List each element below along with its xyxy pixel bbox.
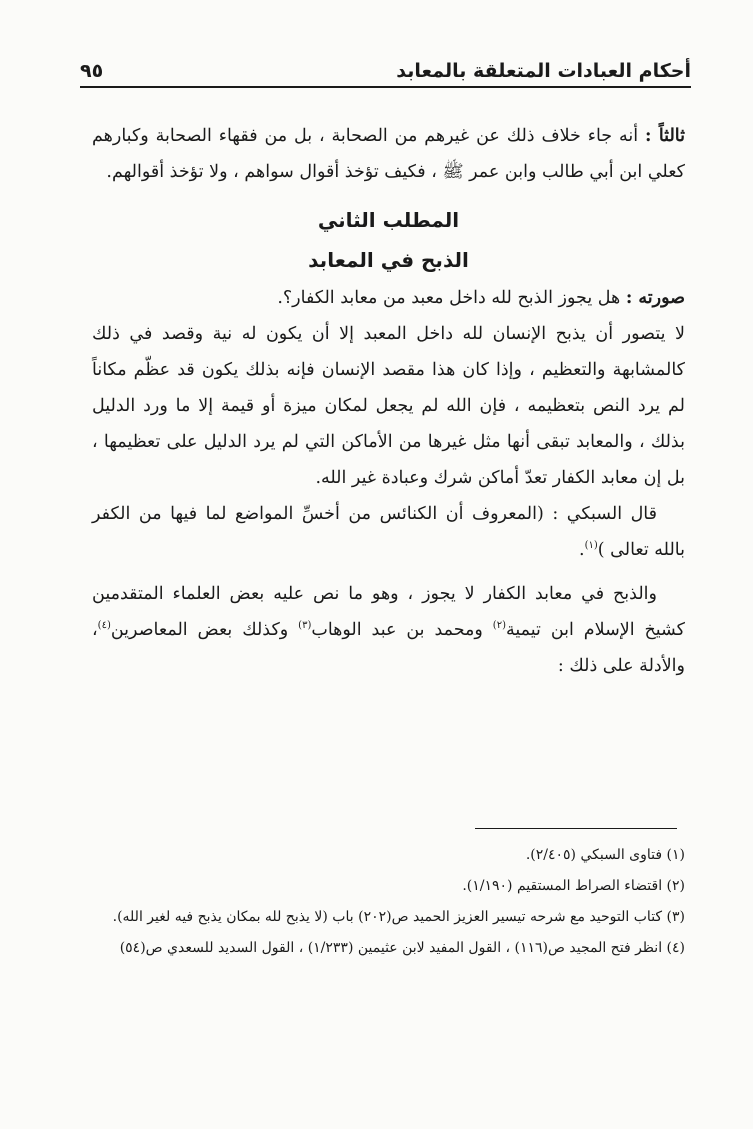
footnote-4: (٤) انظر فتح المجيد ص(١١٦) ، القول المفيد لابن عثيمين (١/٢٣٣) ، القول السديد للسعدي ص(٥٤) [119, 940, 685, 956]
section-title: الذبح في المعابد [308, 248, 469, 272]
footnote-3: (٣) كتاب التوحيد مع شرحه تيسير العزيز الحميد ص(٢٠٢) باب (لا يذبح لله بمكان يذبح فيه لغير الله). [112, 909, 685, 925]
footnote-ref-2[interactable]: (٢) [492, 620, 506, 632]
footnote-1: (١) فتاوى السبكي (٢/٤٠٥). [525, 847, 685, 863]
question-label: صورته : [625, 288, 685, 308]
ruling-text-a: والذبح في معابد الكفار لا يجوز ، وهو ما نص عليه بعض العلماء المتقدمين كشيخ الإسلام ابن تيمية [92, 584, 685, 640]
running-title: أحكام العبادات المتعلقة بالمعابد [396, 60, 691, 82]
footnote-ref-1[interactable]: (١) [584, 540, 598, 552]
question-paragraph [92, 280, 685, 316]
footnote-divider [475, 828, 677, 829]
footnotes [92, 840, 685, 964]
section-heading: المطلب الثاني [317, 208, 460, 232]
subki-quote: قال السبكي : (المعروف أن الكنائس من أخسِّ المواضع لما فيها من الكفر بالله تعالى ) [92, 504, 685, 560]
page-number: ٩٥ [80, 60, 104, 82]
main-text [92, 118, 685, 684]
paragraph-one: لا يتصور أن يذبح الإنسان لله داخل المعبد إلا أن يكون له نية وقصد في ذلك كالمشابهة والتعظيم ، وإذا كان هذا مقصد الإنسان فإنه بذلك يكون قد عظّم مكاناً لم يرد النص بتعظيمه ، فإن الله لم يجعل لمكان ميزة أو قيمة إلا ما ورد الدليل بذلك ، والمعابد تبقى أنها مثل غيرها من الأماكن التي لم يرد الدليل على تعظيمها ، بل إن معابد الكفار تعدّ أماكن شرك وعبادة غير الله. [92, 324, 685, 488]
section-three-paragraph [92, 118, 685, 190]
subki-quote-paragraph: قال السبكي : (المعروف أن الكنائس من أخسِّ المواضع لما فيها من الكفر بالله تعالى )$^{(١)}$. [92, 504, 685, 560]
question-text: هل يجوز الذبح لله داخل معبد من معابد الكفار؟. [277, 288, 626, 308]
section-three-text: أنه جاء خلاف ذلك عن غيرهم من الصحابة ، بل من فقهاء الصحابة وكبارهم كعلي ابن أبي طالب وابن عمر ﷺ ، فكيف تؤخذ أقوال سواهم ، ولا تؤخذ أقوالهم. [92, 126, 685, 182]
page-header [80, 54, 691, 88]
footnote-ref-3[interactable]: (٣) [298, 620, 312, 632]
section-three-label: ثالثاً : [644, 126, 685, 146]
footnote-ref-4[interactable]: (٤) [97, 620, 111, 632]
footnote-2: (٢) اقتضاء الصراط المستقيم (١/١٩٠). [462, 878, 685, 894]
ruling-paragraph [92, 576, 685, 684]
ruling-text-c: وكذلك بعض المعاصرين [110, 620, 299, 640]
ruling-text-d: ، والأدلة على ذلك : [92, 620, 685, 676]
ruling-text-b: ومحمد بن عبد الوهاب [311, 620, 493, 640]
